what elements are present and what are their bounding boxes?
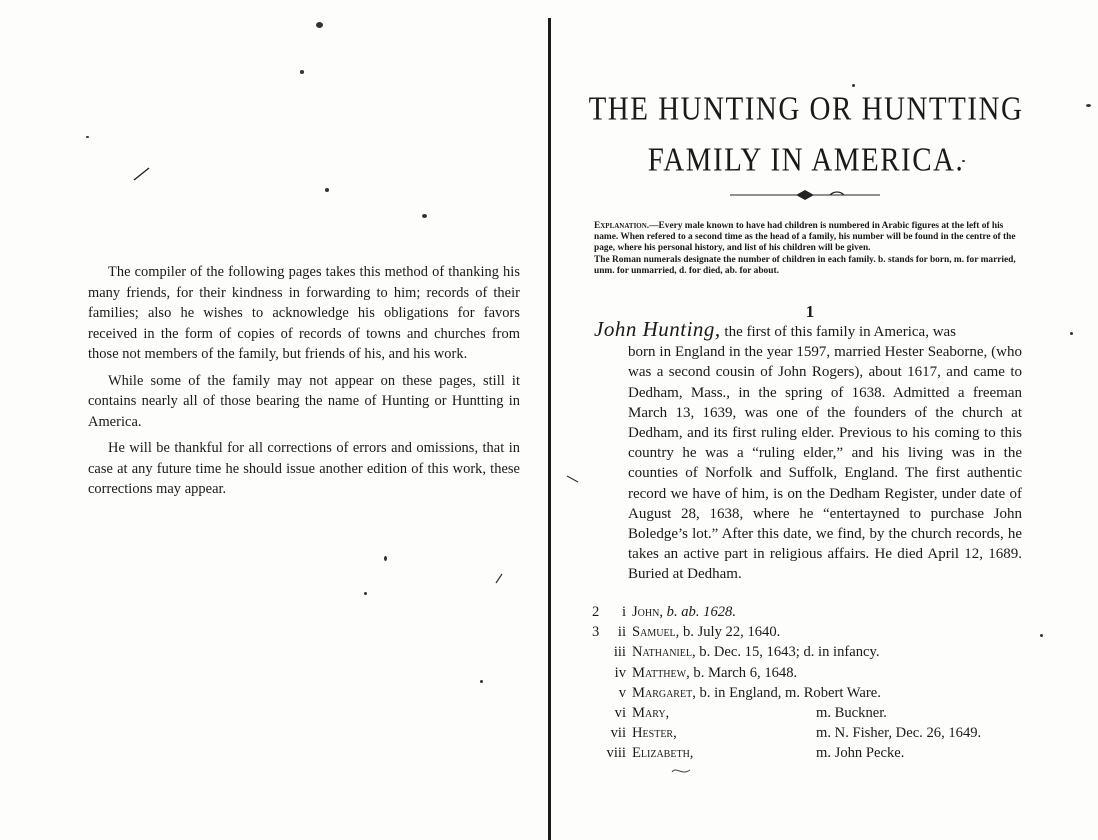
child-row xyxy=(588,602,1028,622)
child-roman: vii xyxy=(610,725,626,742)
entry-body: born in England in the year 1597, married Hester Seaborne, (who was a second cousin of John Rogers), about 1617, and came to Dedham, Mass., in the spring of 1638. Admitted a freeman March 13, 1639, was one of the founders of the church at Dedham, and its first ruling elder. Previous to his coming to this country he was a “ruling elder,” and his living was in the counties of Norfolk and Suffolk, England. The first authentic record we have of him, is on the Dedham Register, under date of August 28, 1638, where he “entertayned to purchase John Boledge’s lot.” After this date, we find, by the church records, he takes an active part in religious affairs. He died April 12, 1689. Buried at Dedham. xyxy=(628,344,1022,583)
child-row xyxy=(588,723,1028,743)
entry-name: John Hunting, xyxy=(594,317,721,341)
child-detail: b. in England, m. Robert Ware. xyxy=(699,684,881,701)
print-speck xyxy=(316,22,323,28)
explanation-text: —Every male known to have had children is numbered in Arabic figures at the left of his name. When refered to a second time as the head of a family, his number will be found in the centre of the page, where his personal history, and list of his children will be given. xyxy=(594,221,1016,254)
child-row xyxy=(588,703,1028,723)
genealogy-entry xyxy=(594,319,1022,585)
left-page-preface xyxy=(88,262,520,506)
child-row xyxy=(588,622,1028,642)
child-entry xyxy=(632,622,780,642)
child-row xyxy=(588,743,1028,763)
child-name: Elizabeth, xyxy=(632,745,694,762)
child-row xyxy=(588,642,1028,662)
explanation-note xyxy=(594,221,1022,277)
print-speck xyxy=(364,592,367,595)
entry-first-line xyxy=(594,319,1022,342)
child-entry xyxy=(632,602,736,622)
child-name: Matthew, xyxy=(632,664,690,681)
print-speck xyxy=(325,188,329,192)
stray-mark xyxy=(132,166,152,182)
child-detail: b. Dec. 15, 1643; d. in infancy. xyxy=(699,644,880,661)
child-number: 2 xyxy=(592,604,600,620)
title-rule-ornament xyxy=(730,188,880,202)
child-name: Samuel, xyxy=(632,624,680,641)
child-detail: m. N. Fisher, Dec. 26, 1649. xyxy=(816,725,982,742)
child-detail: m. Buckner. xyxy=(816,704,887,721)
explanation-text-2: The Roman numerals designate the number of children in each family. b. stands for born, m. for married, unm. for unmarried, d. for died, ab. for about. xyxy=(594,254,1016,276)
child-name: Mary, xyxy=(632,704,670,721)
entry-number: 1 xyxy=(805,302,815,321)
preface-paragraph-1: The compiler of the following pages takes this method of thanking his many friends, for their kindness in forwarding to him; records of their families; also he wishes to acknowledge his obligations for favors received in the form of copies of records of towns and churches from those not members of the family, but friends of his, and his work. xyxy=(88,264,520,362)
child-detail: b. March 6, 1648. xyxy=(693,664,798,681)
child-roman: i xyxy=(621,604,626,620)
child-detail: b. July 22, 1640. xyxy=(682,624,781,641)
child-name: Nathaniel, xyxy=(632,644,696,661)
explanation-lead: Explanation. xyxy=(594,221,650,231)
print-speck xyxy=(422,214,427,218)
child-roman: iii xyxy=(613,644,626,661)
child-roman: ii xyxy=(617,624,626,641)
child-roman: vi xyxy=(614,704,626,721)
print-speck xyxy=(300,70,304,74)
preface-paragraph-3: He will be thankful for all corrections of errors and omissions, that in case at any future time he should issue another edition of this work, these corrections may appear. xyxy=(88,440,520,497)
child-detail: b. ab. 1628. xyxy=(666,604,736,620)
child-entry xyxy=(632,642,880,662)
child-row xyxy=(588,683,1028,703)
preface-paragraph-2: While some of the family may not appear on these pages, still it contains nearly all of those bearing the name of Hunting or Huntting in America. xyxy=(88,372,520,430)
child-name: John, xyxy=(632,604,663,620)
child-roman: iv xyxy=(614,664,626,681)
child-name: Margaret, xyxy=(632,684,696,701)
child-roman: viii xyxy=(606,745,626,762)
stray-mark xyxy=(566,474,580,484)
children-list xyxy=(588,602,1028,764)
stray-mark xyxy=(670,766,692,776)
child-number: 3 xyxy=(592,624,600,641)
child-entry xyxy=(632,683,881,703)
child-row xyxy=(588,663,1028,683)
child-roman: v xyxy=(618,684,626,701)
page-title: THE HUNTING OR HUNTTING xyxy=(588,90,1024,128)
print-speck xyxy=(86,136,89,138)
entry-first-line-text: the first of this family in America, was xyxy=(724,324,957,340)
print-speck xyxy=(480,680,483,683)
child-entry xyxy=(632,663,797,683)
print-speck xyxy=(1070,332,1073,335)
print-speck xyxy=(384,556,387,561)
child-name: Hester, xyxy=(632,725,677,742)
child-detail: m. John Pecke. xyxy=(816,745,905,762)
page-subtitle: FAMILY IN AMERICA. xyxy=(647,141,965,179)
print-speck xyxy=(1086,104,1091,107)
page-gutter xyxy=(548,18,551,840)
stray-mark xyxy=(494,572,504,584)
print-speck xyxy=(1040,634,1043,637)
print-speck xyxy=(852,84,855,87)
